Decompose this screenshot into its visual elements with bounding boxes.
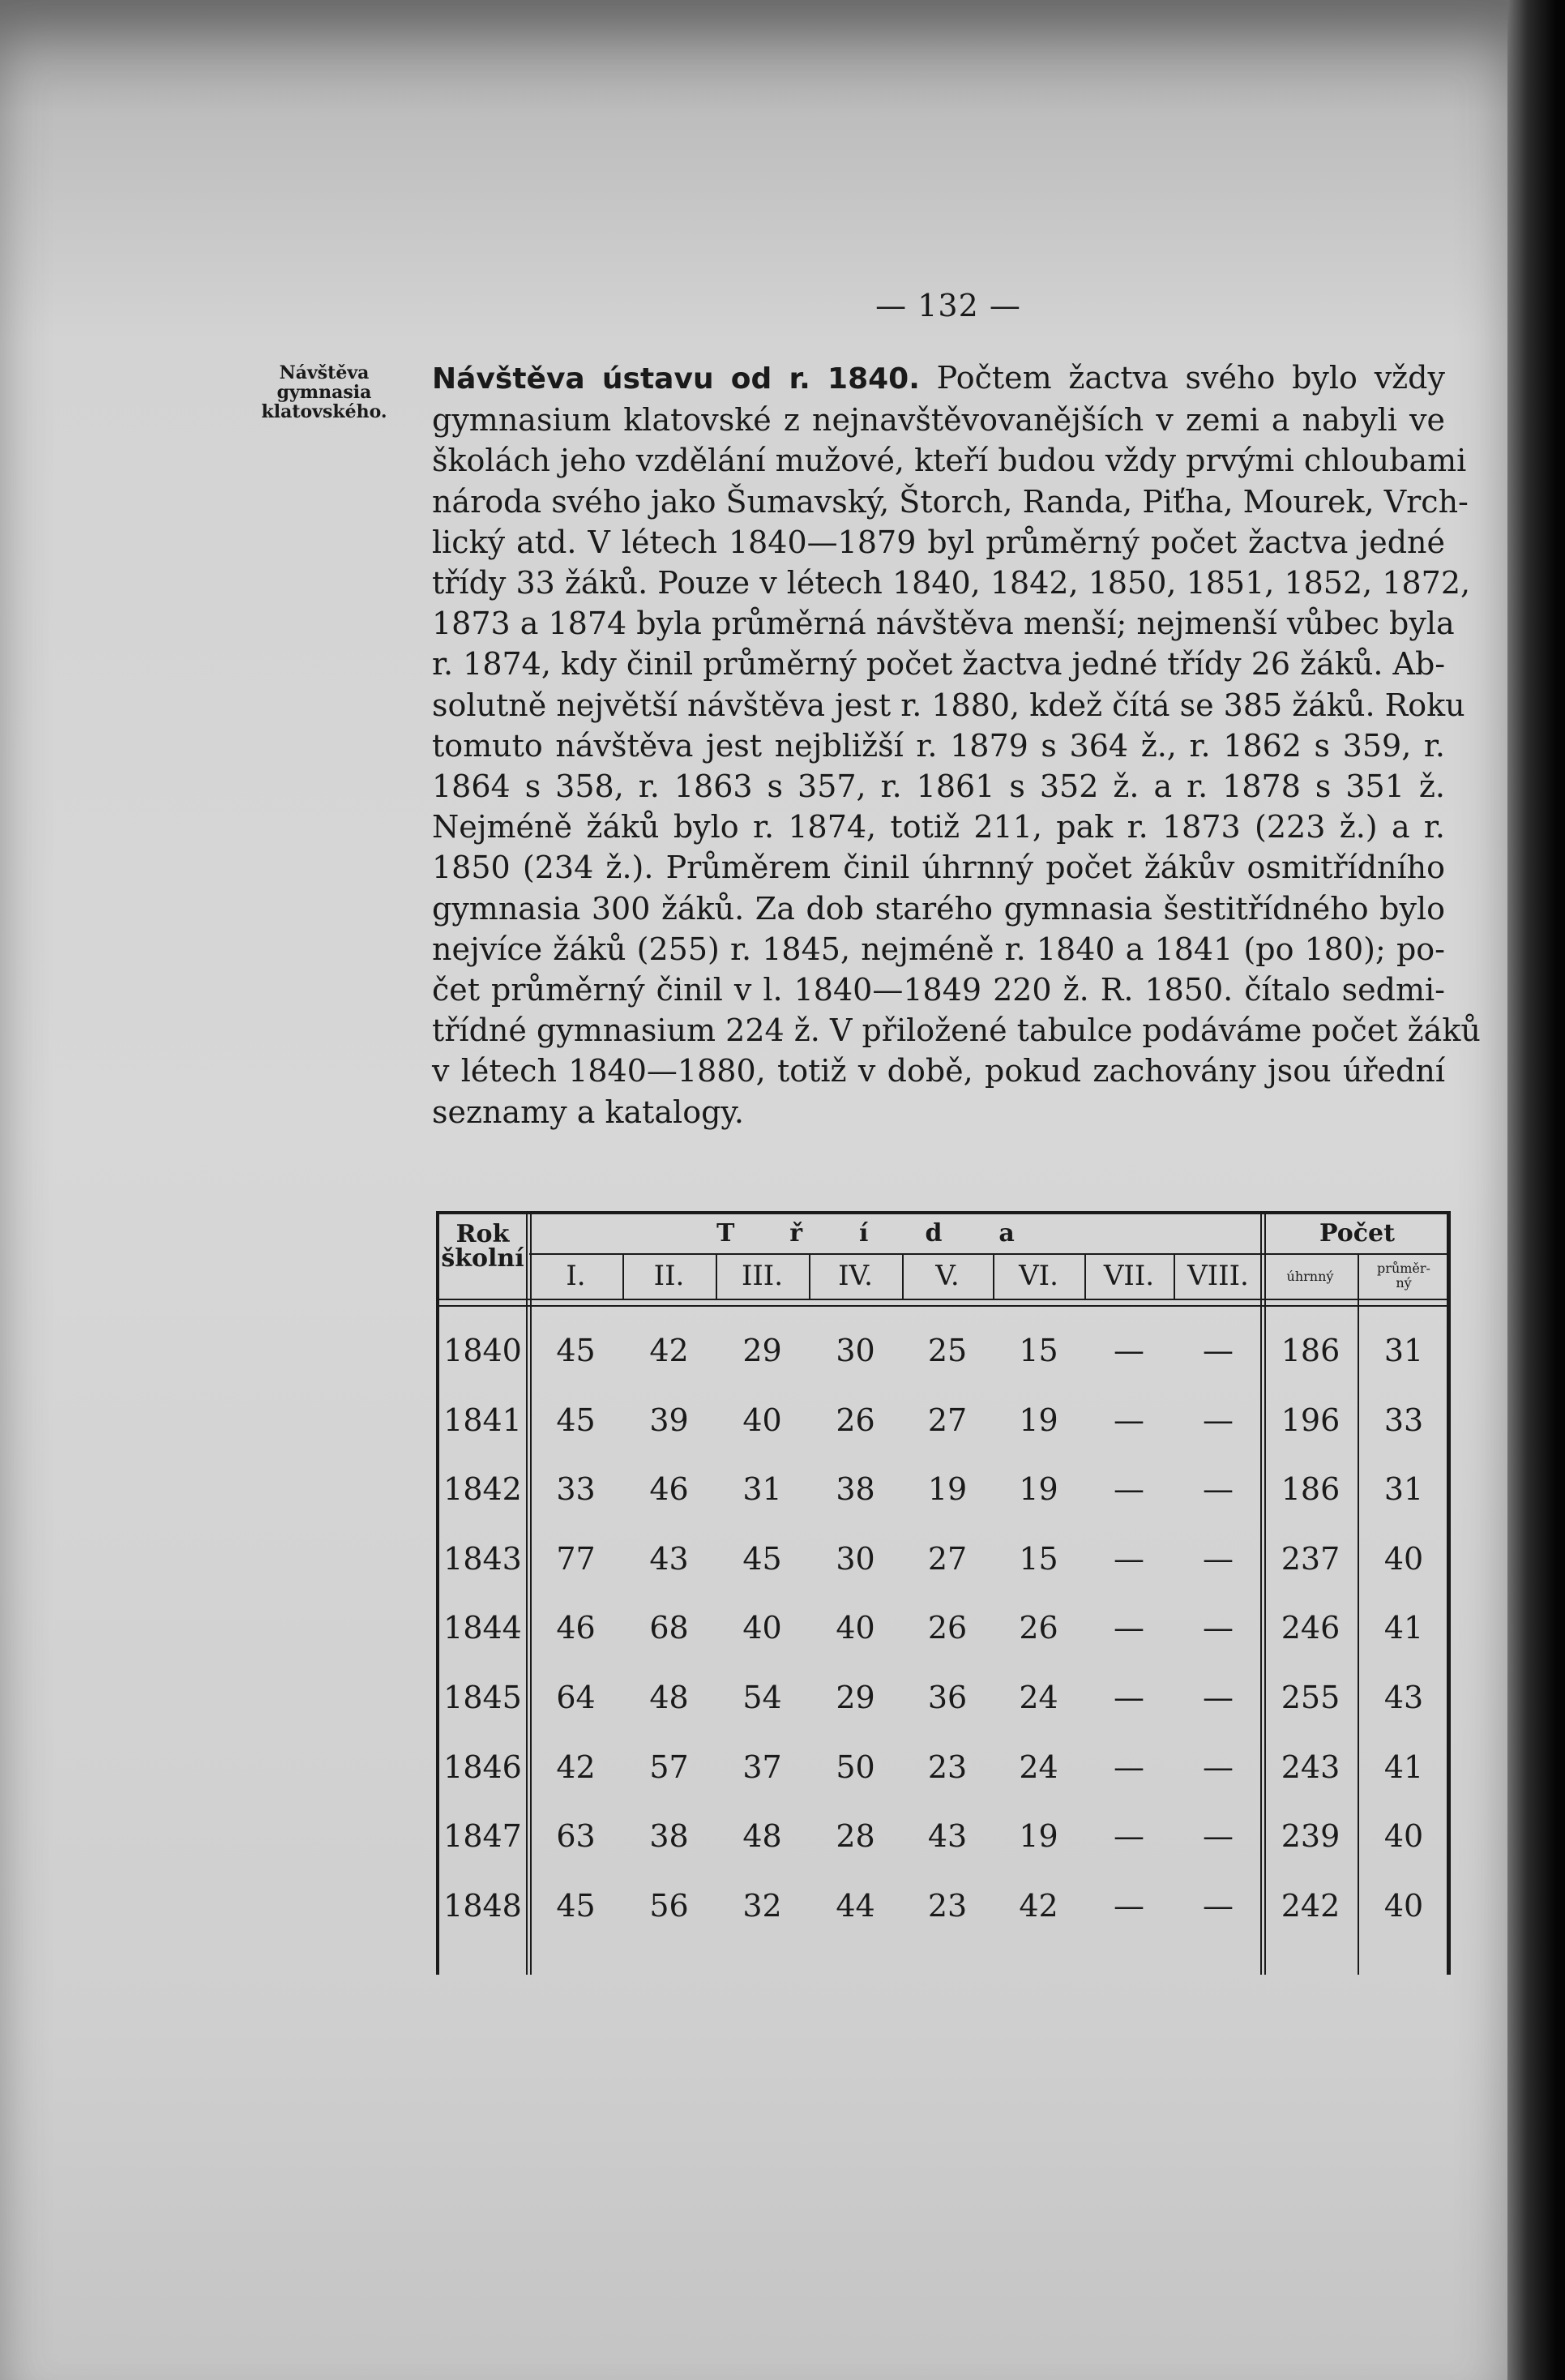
paragraph-line: národa svého jako Šumavský, Štorch, Randa, Piťha, Mourek, Vrch- <box>432 483 1469 520</box>
cell-class-count: 57 <box>649 1749 689 1785</box>
cell-class-count: 39 <box>649 1402 689 1438</box>
cell-class-count: 19 <box>1019 1402 1058 1438</box>
cell-class-count: — <box>1203 1610 1234 1646</box>
cell-total: 237 <box>1281 1540 1341 1577</box>
header-class: VIII. <box>1187 1260 1249 1292</box>
cell-class-count: 42 <box>649 1333 689 1368</box>
cell-average: 40 <box>1383 1540 1424 1577</box>
header-bottom-rule <box>436 1299 1451 1300</box>
class-column-rule <box>809 1255 810 1300</box>
cell-class-count: — <box>1114 1818 1144 1855</box>
cell-class-count: — <box>1203 1887 1234 1924</box>
section-heading: Návštěva ústavu od r. 1840. <box>432 362 920 396</box>
cell-class-count: 23 <box>927 1887 968 1924</box>
cell-class-count: 43 <box>927 1818 968 1855</box>
cell-class-count: — <box>1114 1402 1144 1438</box>
header-bottom-rule-double <box>436 1305 1451 1307</box>
cell-year: 1845 <box>443 1680 522 1715</box>
total-column-rule <box>1260 1211 1262 1975</box>
cell-class-count: 15 <box>1019 1540 1058 1577</box>
header-rok-line: Rok <box>455 1220 510 1248</box>
cell-class-count: 28 <box>836 1818 875 1855</box>
paragraph-line: školách jeho vzdělání mužové, kteří budou vždy prvými chloubami <box>432 443 1467 479</box>
paragraph-line-text: Počtem žactva svého bylo vždy <box>919 360 1445 396</box>
paragraph-line: 1864 s 358, r. 1863 s 357, r. 1861 s 352 ž. a r. 1878 s 351 ž. <box>432 768 1445 805</box>
cell-class-count: 40 <box>742 1610 782 1646</box>
cell-total: 246 <box>1281 1610 1341 1646</box>
cell-class-count: — <box>1114 1680 1144 1715</box>
cell-class-count: — <box>1203 1749 1234 1785</box>
cell-class-count: 63 <box>556 1818 596 1855</box>
cell-class-count: 40 <box>836 1610 875 1646</box>
cell-class-count: 31 <box>742 1471 782 1508</box>
cell-class-count: 38 <box>649 1818 689 1855</box>
page-number: — 132 — <box>875 288 1021 323</box>
cell-class-count: 38 <box>836 1471 875 1508</box>
header-trida: Třída <box>716 1219 1071 1248</box>
cell-total: 255 <box>1281 1680 1341 1715</box>
cell-class-count: 48 <box>742 1818 782 1855</box>
scan-dark-edge <box>1507 0 1565 2380</box>
cell-class-count: 24 <box>1019 1749 1058 1785</box>
paragraph-line: solutně největší návštěva jest r. 1880, kdež čítá se 385 žáků. Roku <box>432 687 1465 723</box>
cell-class-count: 45 <box>556 1402 596 1438</box>
cell-class-count: — <box>1203 1471 1234 1508</box>
cell-class-count: 15 <box>1019 1333 1058 1368</box>
cell-year: 1841 <box>443 1402 522 1438</box>
paragraph-line: třídné gymnasium 224 ž. V přiložené tabulce podáváme počet žáků <box>432 1012 1481 1049</box>
cell-total: 243 <box>1281 1749 1341 1785</box>
cell-class-count: 26 <box>927 1610 968 1646</box>
cell-class-count: 42 <box>1019 1887 1058 1924</box>
cell-class-count: — <box>1203 1333 1234 1368</box>
header-class: VII. <box>1103 1260 1155 1292</box>
table-right-border <box>1447 1211 1451 1975</box>
cell-class-count: 40 <box>742 1402 782 1438</box>
cell-class-count: 19 <box>927 1471 968 1508</box>
cell-class-count: 44 <box>836 1887 875 1924</box>
cell-year: 1846 <box>443 1749 522 1785</box>
header-class: I. <box>566 1260 586 1292</box>
cell-class-count: — <box>1203 1680 1234 1715</box>
cell-class-count: — <box>1203 1540 1234 1577</box>
margin-note-line: gymnasia <box>276 382 372 403</box>
margin-note-line: klatovského. <box>261 401 387 422</box>
body-paragraph <box>432 357 1481 1132</box>
cell-year: 1842 <box>443 1471 522 1508</box>
header-prumerny-line: ný <box>1396 1275 1412 1291</box>
cell-class-count: 43 <box>649 1540 689 1577</box>
cell-class-count: — <box>1114 1333 1144 1368</box>
class-column-rule <box>993 1255 994 1300</box>
cell-average: 31 <box>1383 1471 1424 1508</box>
cell-total: 186 <box>1281 1333 1341 1368</box>
cell-total: 186 <box>1281 1471 1341 1508</box>
cell-class-count: 19 <box>1019 1471 1058 1508</box>
cell-class-count: 25 <box>927 1333 968 1368</box>
cell-class-count: 46 <box>556 1610 596 1646</box>
cell-average: 33 <box>1383 1402 1424 1438</box>
class-column-rule <box>716 1255 717 1300</box>
cell-class-count: 24 <box>1019 1680 1058 1715</box>
cell-total: 242 <box>1281 1887 1341 1924</box>
paragraph-line: Nejméně žáků bylo r. 1874, totiž 211, pak r. 1873 (223 ž.) a r. <box>432 809 1445 845</box>
paragraph-line: lický atd. V létech 1840—1879 byl průměrný počet žactva jedné <box>432 524 1445 560</box>
cell-average: 40 <box>1383 1818 1424 1855</box>
cell-average: 31 <box>1383 1333 1424 1368</box>
cell-class-count: 32 <box>742 1887 782 1924</box>
header-class: IV. <box>838 1260 873 1292</box>
cell-class-count: 19 <box>1019 1818 1058 1855</box>
paragraph-line <box>432 357 1445 400</box>
cell-class-count: — <box>1203 1402 1234 1438</box>
header-pocet: Počet <box>1319 1219 1395 1248</box>
cell-class-count: 46 <box>649 1471 689 1508</box>
cell-class-count: 45 <box>742 1540 782 1577</box>
cell-class-count: 64 <box>556 1680 596 1715</box>
cell-class-count: 45 <box>556 1887 596 1924</box>
header-class: II. <box>653 1260 685 1292</box>
paragraph-line: čet průměrný činil v l. 1840—1849 220 ž. R. 1850. čítalo sedmi- <box>432 972 1445 1008</box>
cell-class-count: 50 <box>836 1749 875 1785</box>
cell-class-count: 45 <box>556 1333 596 1368</box>
margin-note <box>243 363 405 422</box>
cell-year: 1840 <box>443 1333 522 1368</box>
cell-class-count: 68 <box>649 1610 689 1646</box>
cell-class-count: — <box>1114 1471 1144 1508</box>
class-column-rule <box>1174 1255 1175 1300</box>
paragraph-line: třídy 33 žáků. Pouze v létech 1840, 1842, 1850, 1851, 1852, 1872, <box>432 565 1471 601</box>
class-column-rule <box>1084 1255 1086 1300</box>
margin-note-line: Návštěva <box>279 362 370 383</box>
cell-total: 196 <box>1281 1402 1341 1438</box>
cell-class-count: 29 <box>742 1333 782 1368</box>
cell-total: 239 <box>1281 1818 1341 1855</box>
paragraph-line: 1850 (234 ž.). Průměrem činil úhrnný počet žákův osmitřídního <box>432 850 1445 886</box>
year-column-rule-double <box>530 1211 532 1975</box>
cell-class-count: — <box>1203 1818 1234 1855</box>
header-class: V. <box>935 1260 960 1292</box>
header-class: III. <box>741 1260 784 1292</box>
header-rok <box>436 1222 529 1271</box>
cell-class-count: 26 <box>836 1402 875 1438</box>
cell-class-count: — <box>1114 1749 1144 1785</box>
enrollment-table <box>436 1211 1451 1975</box>
cell-class-count: 33 <box>556 1471 596 1508</box>
header-rok-line: školní <box>441 1244 524 1273</box>
paragraph-line: gymnasia 300 žáků. Za dob starého gymnasia šestitřídného bylo <box>432 890 1445 927</box>
cell-class-count: 27 <box>927 1402 968 1438</box>
header-class: VI. <box>1019 1260 1058 1292</box>
cell-year: 1847 <box>443 1818 522 1855</box>
cell-average: 40 <box>1383 1887 1424 1924</box>
cell-class-count: 26 <box>1019 1610 1058 1646</box>
paragraph-line: nejvíce žáků (255) r. 1845, nejméně r. 1840 a 1841 (po 180); po- <box>432 931 1445 967</box>
cell-year: 1843 <box>443 1540 522 1577</box>
cell-average: 41 <box>1383 1610 1424 1646</box>
year-column-rule <box>526 1211 528 1975</box>
class-column-rule <box>622 1255 624 1300</box>
cell-class-count: 54 <box>742 1680 782 1715</box>
cell-average: 43 <box>1383 1680 1424 1715</box>
table-top-rule <box>436 1211 1451 1214</box>
cell-class-count: 77 <box>556 1540 596 1577</box>
cell-class-count: 42 <box>556 1749 596 1785</box>
class-column-rule <box>902 1255 904 1300</box>
total-column-rule-double <box>1264 1211 1266 1975</box>
cell-class-count: — <box>1114 1540 1144 1577</box>
cell-class-count: 23 <box>927 1749 968 1785</box>
paragraph-line: tomuto návštěva jest nejbližší r. 1879 s 364 ž., r. 1862 s 359, r. <box>432 727 1445 764</box>
cell-year: 1848 <box>443 1887 522 1924</box>
cell-class-count: — <box>1114 1887 1144 1924</box>
cell-year: 1844 <box>443 1610 522 1646</box>
paragraph-line: gymnasium klatovské z nejnavštěvovanějších v zemi a nabyli ve <box>432 402 1445 439</box>
paragraph-line: 1873 a 1874 byla průměrná návštěva menší; nejmenší vůbec byla <box>432 606 1455 642</box>
header-prumerny <box>1359 1261 1448 1291</box>
paragraph-line: seznamy a katalogy. <box>432 1094 744 1130</box>
cell-class-count: 37 <box>742 1749 782 1785</box>
cell-average: 41 <box>1383 1749 1424 1785</box>
header-uhrnny: úhrnný <box>1286 1269 1334 1284</box>
paragraph-line: v létech 1840—1880, totiž v době, pokud zachovány jsou úřední <box>432 1053 1445 1089</box>
cell-class-count: 29 <box>836 1680 875 1715</box>
cell-class-count: 36 <box>927 1680 968 1715</box>
paragraph-line: r. 1874, kdy činil průměrný počet žactva jedné třídy 26 žáků. Ab- <box>432 646 1446 683</box>
cell-class-count: 48 <box>649 1680 689 1715</box>
header-prumerny-line: průměr- <box>1377 1261 1430 1276</box>
header-mid-rule <box>529 1253 1451 1255</box>
table-left-border <box>436 1211 439 1975</box>
cell-class-count: 30 <box>836 1333 875 1368</box>
cell-class-count: 27 <box>927 1540 968 1577</box>
cell-class-count: — <box>1114 1610 1144 1646</box>
cell-class-count: 56 <box>649 1887 689 1924</box>
cell-class-count: 30 <box>836 1540 875 1577</box>
